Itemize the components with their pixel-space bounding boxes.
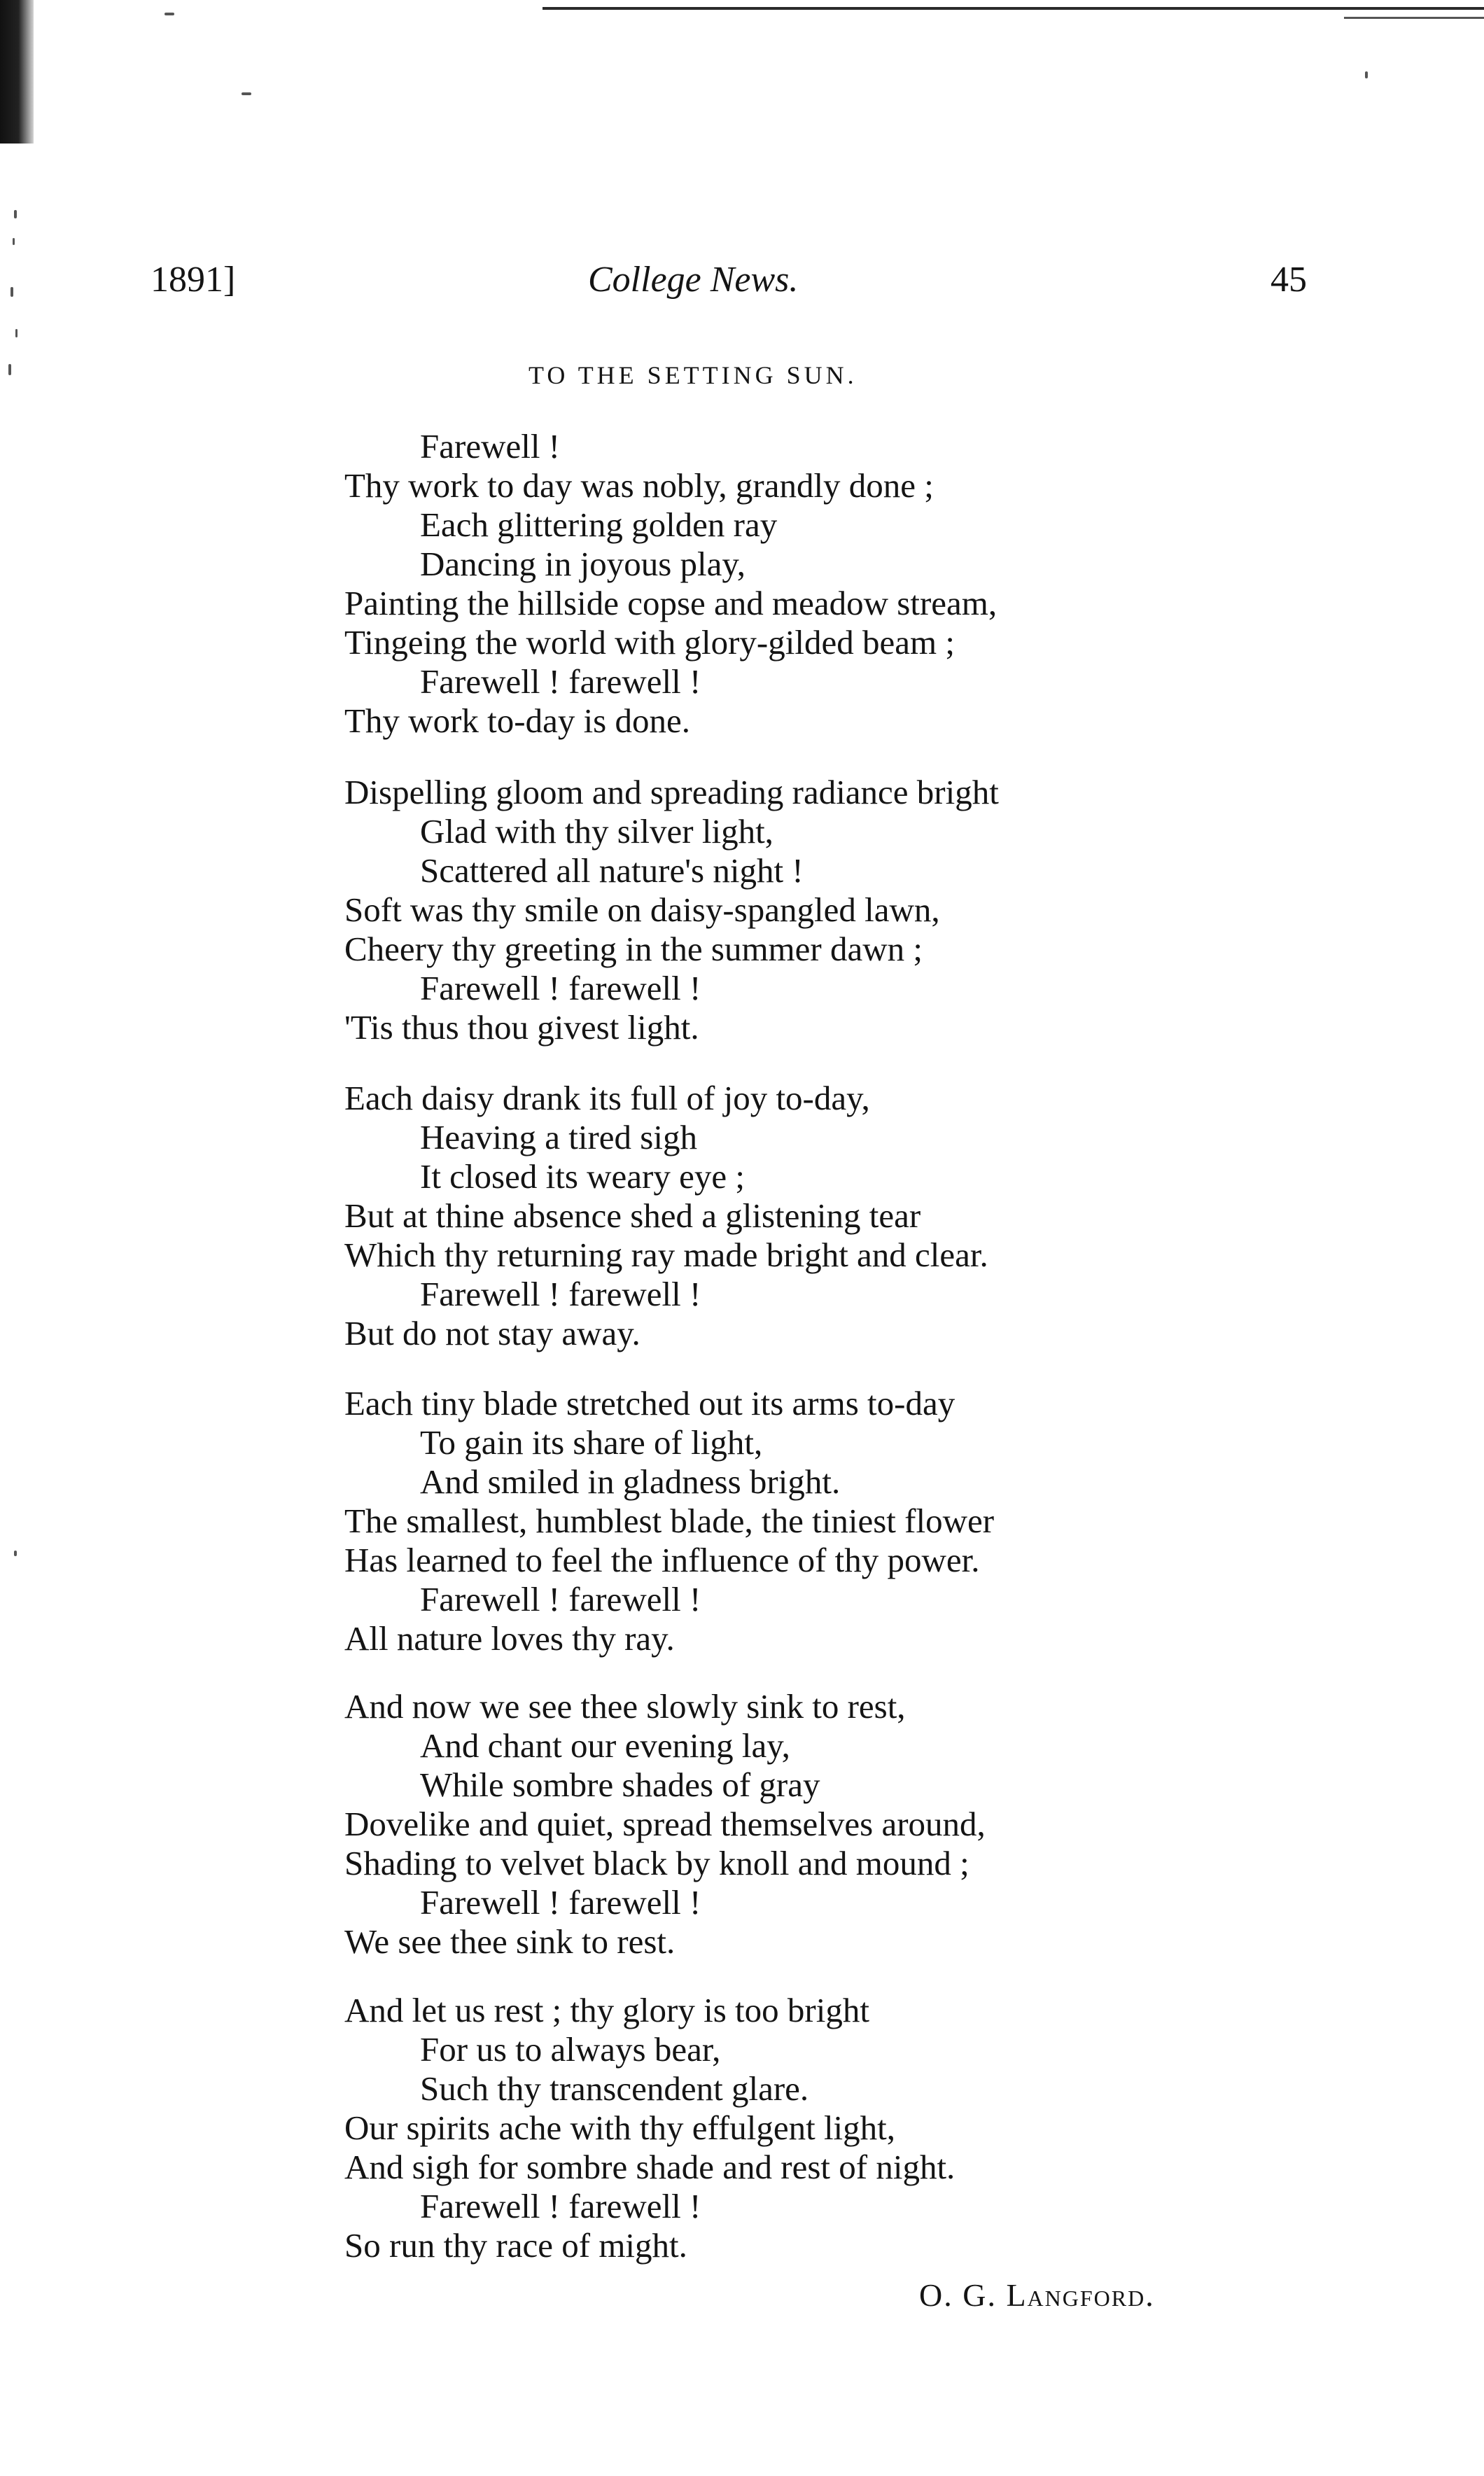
poem-line: And sigh for sombre shade and rest of night.	[344, 2148, 955, 2186]
poem-line: Thy work to-day is done.	[344, 701, 690, 740]
poem-line: The smallest, humblest blade, the tiniest flower	[344, 1502, 995, 1540]
page-number: 45	[1270, 260, 1307, 300]
poem-line: Tingeing the world with glory-gilded beam ;	[344, 623, 955, 662]
poem-line: And smiled in gladness bright.	[420, 1462, 841, 1501]
poem-line: But at thine absence shed a glistening tear	[344, 1196, 921, 1235]
scan-speck	[14, 1551, 17, 1556]
poem-line: It closed its weary eye ;	[420, 1157, 745, 1196]
scan-speck	[15, 329, 18, 337]
scan-speck	[241, 92, 251, 95]
poem-line: Which thy returning ray made bright and clear.	[344, 1236, 988, 1274]
poem-line: Has learned to feel the influence of thy power.	[344, 1541, 980, 1579]
running-head-title: College News.	[588, 260, 799, 300]
running-head-year: 1891]	[150, 260, 236, 300]
poem-line: Farewell !	[420, 427, 560, 466]
poem-line: Heaving a tired sigh	[420, 1118, 697, 1156]
poem-line: But do not stay away.	[344, 1314, 640, 1352]
poem-line: All nature loves thy ray.	[344, 1619, 675, 1658]
top-rule	[542, 7, 1484, 10]
poem-line: Scattered all nature's night !	[420, 851, 804, 890]
poem-line: Each daisy drank its full of joy to-day,	[344, 1079, 870, 1117]
poem-line: Each tiny blade stretched out its arms to-day	[344, 1384, 955, 1422]
poem-line: Glad with thy silver light,	[420, 812, 774, 851]
poem-line: Dispelling gloom and spreading radiance bright	[344, 773, 999, 811]
poem-line: Farewell ! farewell !	[420, 662, 701, 701]
poem-line: Farewell ! farewell !	[420, 2187, 701, 2225]
poem-line: Farewell ! farewell !	[420, 969, 701, 1007]
poem-line: Cheery thy greeting in the summer dawn ;	[344, 930, 923, 968]
poem-line: For us to always bear,	[420, 2030, 721, 2069]
poem-line: Thy work to day was nobly, grandly done ;	[344, 466, 934, 505]
scan-speck	[8, 364, 11, 375]
poem-line: And now we see thee slowly sink to rest,	[344, 1687, 906, 1726]
poem-line: Dancing in joyous play,	[420, 545, 746, 583]
poem-line: We see thee sink to rest.	[344, 1922, 676, 1961]
poem-line: Farewell ! farewell !	[420, 1580, 701, 1618]
poem-line: Soft was thy smile on daisy-spangled lawn,	[344, 890, 940, 929]
poem-line: Our spirits ache with thy effulgent light,	[344, 2108, 896, 2147]
poem-line: To gain its share of light,	[420, 1423, 763, 1462]
poem-title: TO THE SETTING SUN.	[528, 361, 858, 389]
running-head	[0, 259, 1484, 308]
poem-line: Farewell ! farewell !	[420, 1275, 701, 1313]
scan-speck	[13, 238, 15, 245]
scan-speck	[1365, 71, 1368, 78]
poem-author: O. G. Langford.	[919, 2277, 1155, 2313]
top-rule-secondary	[1344, 17, 1484, 19]
scan-speck	[14, 210, 17, 218]
poem-line: Shading to velvet black by knoll and mound ;	[344, 1844, 969, 1882]
poem-line: 'Tis thus thou givest light.	[344, 1008, 699, 1047]
poem-line: Painting the hillside copse and meadow stream,	[344, 584, 997, 622]
poem-line: And let us rest ; thy glory is too bright	[344, 1991, 869, 2029]
poem-line: While sombre shades of gray	[420, 1765, 820, 1804]
poem-line: Farewell ! farewell !	[420, 1883, 701, 1922]
poem-line: Dovelike and quiet, spread themselves around,	[344, 1805, 986, 1843]
binding-edge-shadow	[0, 0, 34, 144]
poem-line: Each glittering golden ray	[420, 505, 778, 544]
scan-speck	[164, 13, 174, 15]
poem-line: So run thy race of might.	[344, 2226, 687, 2265]
poem-line: And chant our evening lay,	[420, 1726, 790, 1765]
poem-line: Such thy transcendent glare.	[420, 2069, 809, 2108]
